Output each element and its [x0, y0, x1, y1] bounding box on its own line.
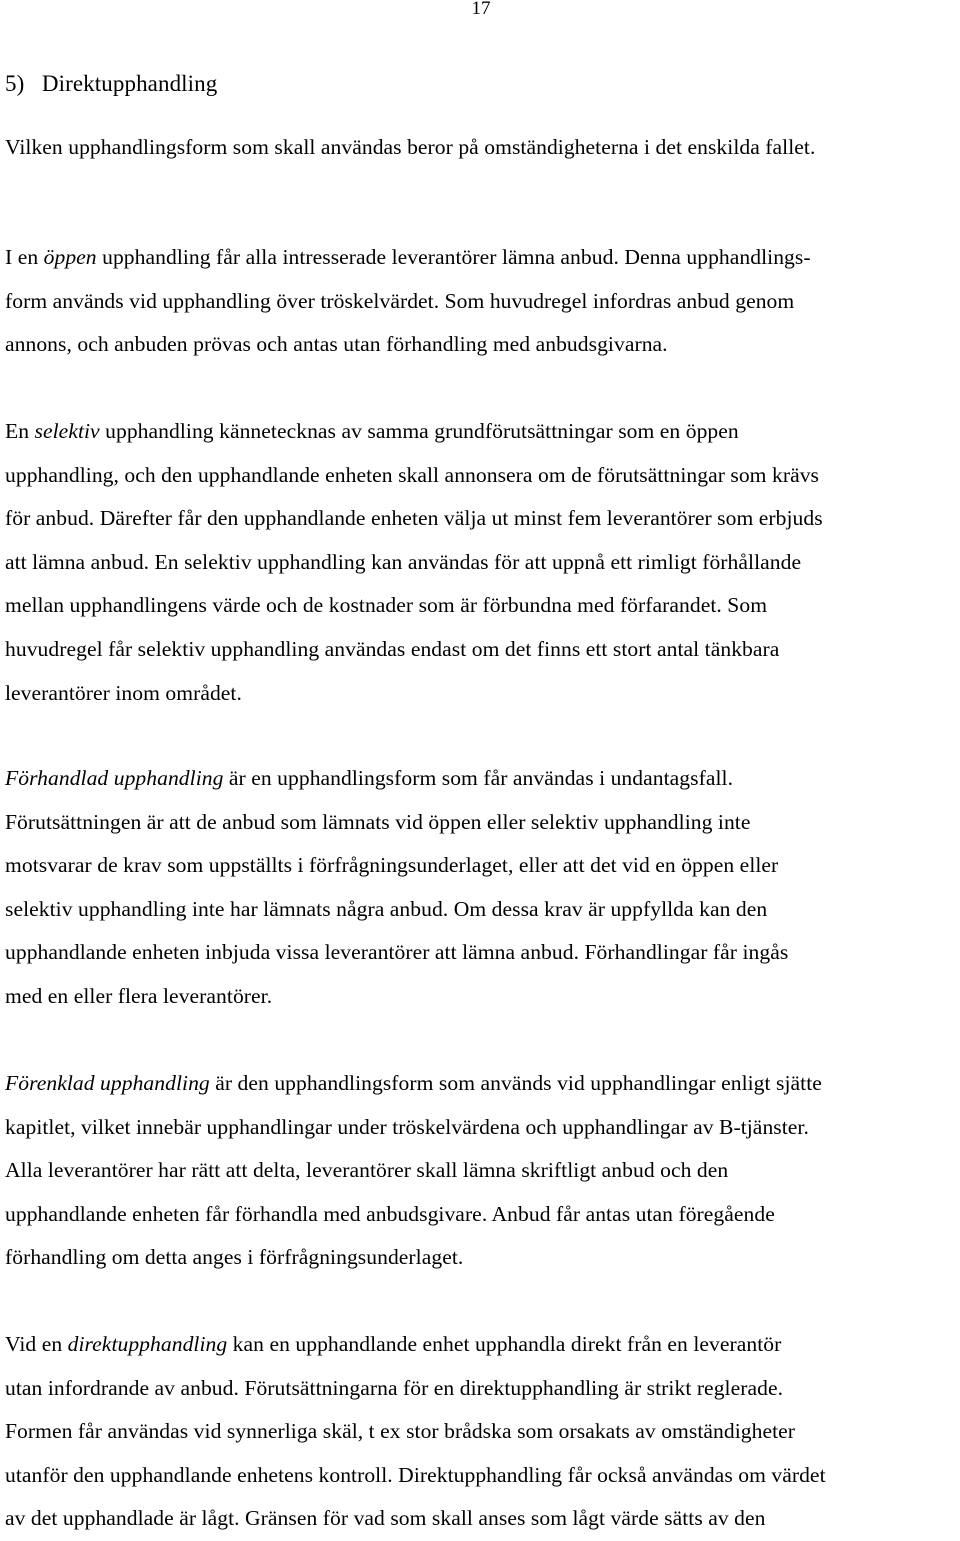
text-line: upphandling, och den upphandlande enheten skall annonsera om de förutsättningar som krävs [5, 462, 820, 487]
text-line: Förutsättningen är att de anbud som lämnats vid öppen eller selektiv upphandling inte [5, 809, 751, 834]
text-line: kapitlet, vilket innebär upphandlingar under tröskelvärdena och upphandlingar av B-tjänster. [5, 1114, 809, 1139]
text-line: utanför den upphandlande enhetens kontroll. Direktupphandling får också användas om värdet [5, 1462, 826, 1487]
text-line: förhandling om detta anges i förfrågningsunderlaget. [5, 1245, 464, 1270]
term-forhandlad: Förhandlad upphandling [5, 766, 224, 790]
text-line: Formen får användas vid synnerliga skäl, t ex stor brådska som orsakats av omständigheter [5, 1419, 796, 1444]
text-line: att lämna anbud. En selektiv upphandling kan användas för att uppnå ett rimligt förhållande [5, 549, 802, 574]
text-line: Vilken upphandlingsform som skall användas beror på omständigheterna i det enskilda fallet. [5, 135, 816, 159]
text-line: Alla leverantörer har rätt att delta, leverantörer skall lämna skriftligt anbud och den [5, 1158, 729, 1183]
text-line: av det upphandlade är lågt. Gränsen för vad som skall anses som lågt värde sätts av den [5, 1506, 766, 1531]
paragraph-oppen-upphandling [5, 236, 957, 367]
term-selektiv: selektiv [34, 419, 100, 443]
text-line: motsvarar de krav som uppställts i förfrågningsunderlaget, eller att det vid en öppen eller [5, 853, 779, 878]
text-line: upphandlande enheten får förhandla med anbudsgivare. Anbud får antas utan föregående [5, 1201, 775, 1226]
text-line: upphandlande enheten inbjuda vissa leverantörer att lämna anbud. Förhandlingar får ingås [5, 940, 789, 965]
text-line: leverantörer inom området. [5, 680, 242, 705]
text-line: huvudregel får selektiv upphandling användas endast om det finns ett stort antal tänkbara [5, 636, 780, 661]
text-line: Förenklad upphandling är den upphandlingsform som används vid upphandlingar enligt sjätte [5, 1071, 822, 1095]
term-oppen: öppen [43, 245, 97, 269]
paragraph-selektiv-upphandling [5, 410, 957, 715]
text-line: selektiv upphandling inte har lämnats några anbud. Om dessa krav är uppfyllda kan den [5, 896, 768, 921]
text-line: för anbud. Därefter får den upphandlande enheten välja ut minst fem leverantörer som erbjuds [5, 506, 823, 531]
section-heading: 5) Direktupphandling [5, 71, 218, 96]
text-line: En selektiv upphandling kännetecknas av samma grundförutsättningar som en öppen [5, 419, 739, 443]
text-line: Förhandlad upphandling är en upphandlingsform som får användas i undantagsfall. [5, 766, 734, 790]
text-line: annons, och anbuden prövas och antas utan förhandling med anbudsgivarna. [5, 332, 668, 357]
page-number: 17 [471, 0, 491, 19]
text-line: med en eller flera leverantörer. [5, 983, 273, 1008]
text-line: Vid en direktupphandling kan en upphandlande enhet upphandla direkt från en leverantör [5, 1332, 782, 1356]
paragraph-direktupphandling [5, 1323, 957, 1541]
term-direktupphandling: direktupphandling [67, 1332, 228, 1356]
text-line: utan infordrande av anbud. Förutsättningarna för en direktupphandling är strikt reglerade. [5, 1375, 784, 1400]
paragraph-forenklad-upphandling [5, 1062, 957, 1280]
paragraph-forhandlad-upphandling [5, 757, 957, 1019]
term-forenklad: Förenklad upphandling [5, 1071, 210, 1095]
text-line: form används vid upphandling över tröskelvärdet. Som huvudregel infordras anbud genom [5, 288, 795, 313]
text-line: I en öppen upphandling får alla intresserade leverantörer lämna anbud. Denna upphandlings- [5, 245, 811, 269]
text-line: mellan upphandlingens värde och de kostnader som är förbundna med förfarandet. Som [5, 593, 768, 618]
paragraph-upphandlingsform [5, 126, 957, 170]
